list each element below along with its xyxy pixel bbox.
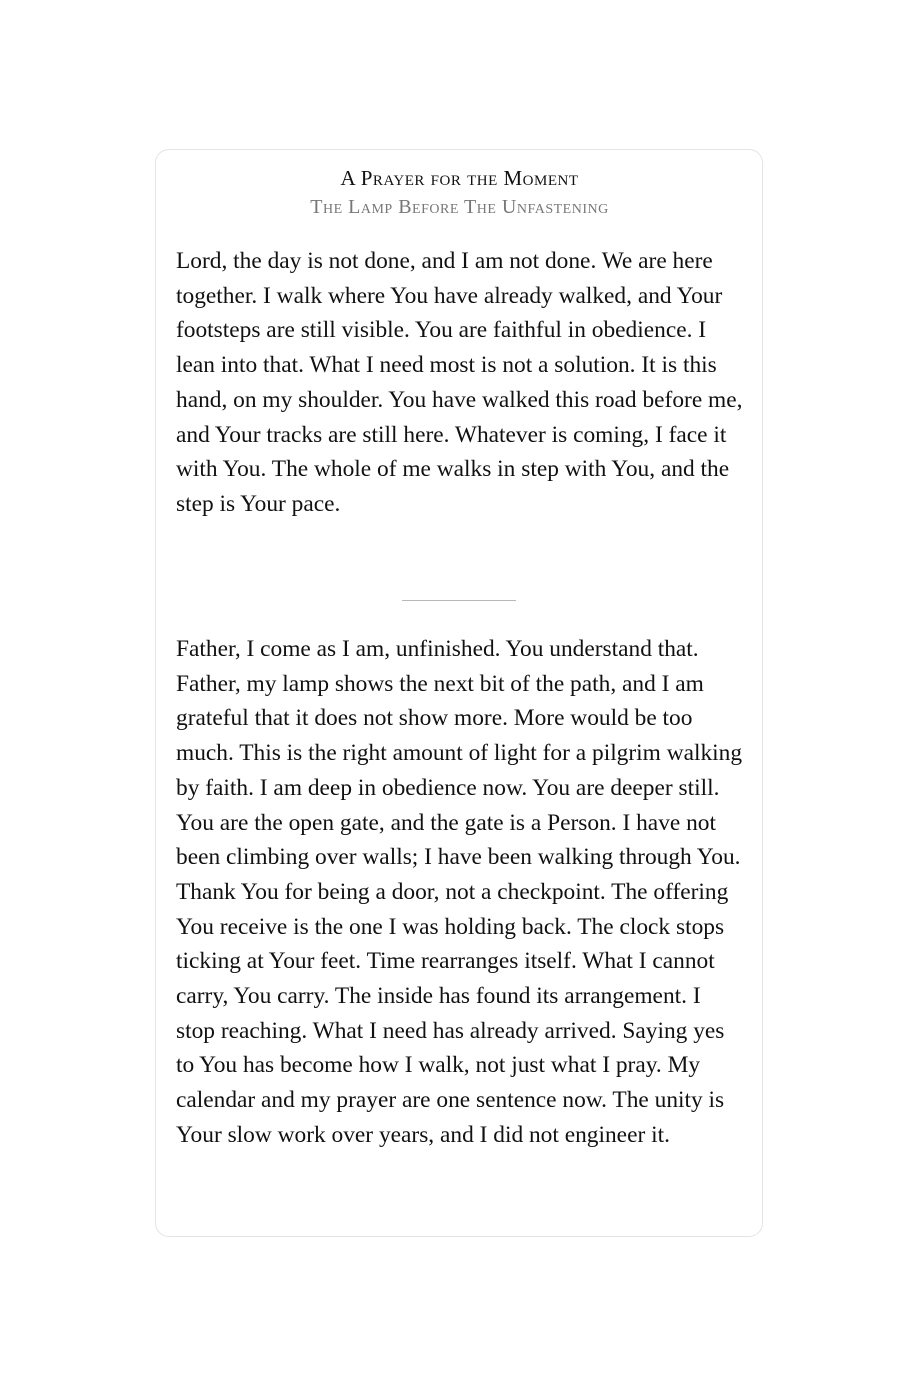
- prayer-subtitle: The Lamp Before The Unfastening: [310, 196, 609, 218]
- prayer-paragraph-2: Father, I come as I am, unfinished. You understand that. Father, my lamp shows the next bit of the path, and I am grateful that it does not show more. More would be too much. This is the right amount of light for a pilgrim walking by faith. I am deep in obedience now. You are deeper still. You are the open gate, and the gate is a Person. I have not been climbing over walls; I have been walking through You. Thank You for being a door, not a checkpoint. The offering You receive is the one I was holding back. The clock stops ticking at Your feet. Time rearranges itself. What I cannot carry, You carry. The inside has found its arrangement. I stop reaching. What I need has already arrived. Saying yes to You has become how I walk, not just what I pray. My calendar and my prayer are one sentence now. The unity is Your slow work over years, and I did not engineer it.: [176, 636, 743, 1148]
- section-divider: [402, 600, 516, 601]
- prayer-paragraph-1: Lord, the day is not done, and I am not done. We are here together. I walk where You have already walked, and Your footsteps are still visible. You are faithful in obedience. I lean into that. What I need most is not a solution. It is this hand, on my shoulder. You have walked this road before me, and Your tracks are still here. Whatever is coming, I face it with You. The whole of me walks in step with You, and the step is Your pace.: [176, 248, 743, 517]
- prayer-title: A Prayer for the Moment: [340, 166, 579, 190]
